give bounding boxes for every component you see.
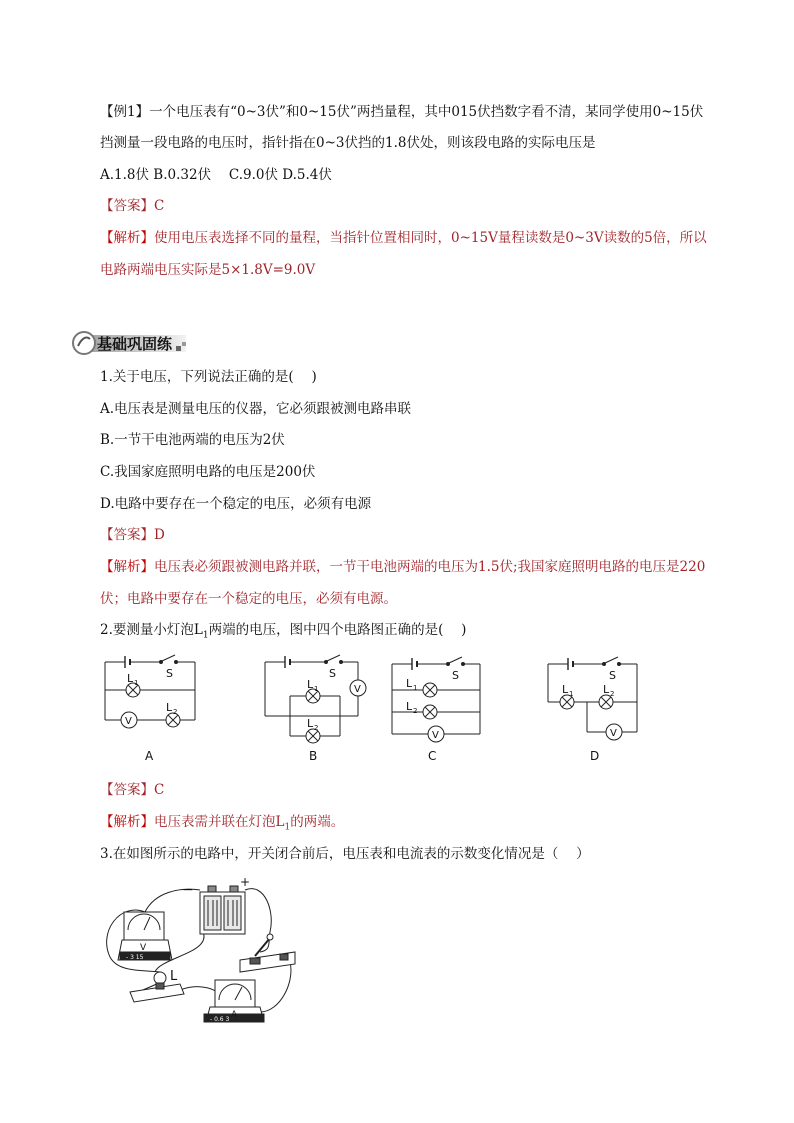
analysis-label: 【解析】 xyxy=(100,230,154,246)
q2-answer xyxy=(100,781,164,799)
lamp-label: L xyxy=(166,701,173,714)
answer-label: 【答案】 xyxy=(100,782,154,798)
lamp-sub: 1 xyxy=(134,679,139,687)
lamp-l2-icon xyxy=(423,705,437,719)
lamp-label: L xyxy=(307,717,314,730)
example-line-2: 挡测量一段电路的电压时，指针指在0~3伏挡的1.8伏处，则该段电路的实际电压是 xyxy=(100,135,596,151)
analysis-label: 【解析】 xyxy=(100,559,154,575)
lamp-sub: 2 xyxy=(413,707,418,715)
q2-stem-part-a: 2.要测量小灯泡L xyxy=(100,622,203,638)
diagram-label-b: B xyxy=(309,749,318,763)
q1-option-a: A.电压表是测量电压的仪器，它必须跟被测电路串联 xyxy=(100,401,412,417)
switch-label: S xyxy=(329,667,336,680)
q1-answer xyxy=(100,526,165,544)
example-line-1: 【例1】一个电压表有“0~3伏”和0~15伏”两挡量程，其中015伏挡数字看不清，某同学使用0~15伏 xyxy=(100,104,704,120)
lamp-label: L xyxy=(603,683,610,696)
voltmeter-label: V xyxy=(354,684,361,695)
plus-label: + xyxy=(240,875,251,889)
diagram-label-c: C xyxy=(428,749,437,763)
answer-label: 【答案】 xyxy=(100,527,154,543)
q2-analysis xyxy=(100,813,344,837)
section-banner xyxy=(72,330,192,356)
lamp-label: L xyxy=(127,672,134,685)
analysis-sub: 1 xyxy=(284,822,291,833)
circuit-diagrams xyxy=(0,650,794,790)
lamp-l1-icon xyxy=(423,683,437,697)
lamp-sub: 1 xyxy=(569,690,574,698)
analysis-text-b: 的两端。 xyxy=(290,814,345,830)
answer-value: C xyxy=(154,198,165,214)
q3-stem: 3.在如图所示的电路中，开关闭合前后，电压表和电流表的示数变化情况是（ ） xyxy=(100,846,590,862)
wire xyxy=(260,962,291,1012)
lamp-label: L xyxy=(307,678,314,691)
lamp-sub: 2 xyxy=(314,724,319,732)
answer-label: 【答案】 xyxy=(100,198,154,214)
voltmeter-text-label: V xyxy=(140,943,147,953)
q1-analysis-2: 伏；电路中要存在一个稳定的电压，必须有电源。 xyxy=(100,591,397,607)
q1-option-d: D.电路中要存在一个稳定的电压，必须有电源 xyxy=(100,496,372,512)
diagram-label-d: D xyxy=(590,749,600,763)
lamp-sub: 1 xyxy=(314,685,319,693)
voltmeter-label: V xyxy=(125,716,132,727)
q1-stem: 1.关于电压，下列说法正确的是( ) xyxy=(100,369,317,385)
lamp-label: L xyxy=(562,683,569,696)
analysis-text: 电压表必须跟被测电路并联，一节干电池两端的电压为1.5伏;我国家庭照明电路的电压是220 xyxy=(154,559,706,575)
lamp-label: L xyxy=(406,677,413,690)
diagram-label-a: A xyxy=(145,749,154,763)
example-options: A.1.8伏 B.0.32伏 C.9.0伏 D.5.4伏 xyxy=(100,167,332,183)
example-analysis-2: 电路两端电压实际是5×1.8V=9.0V xyxy=(100,262,316,278)
analysis-text: 使用电压表选择不同的量程，当指针位置相同时，0~15V量程读数是0~3V读数的5倍，所以 xyxy=(154,230,707,246)
lamp-text-label: L xyxy=(170,969,178,984)
q1-option-b: B.一节干电池两端的电压为2伏 xyxy=(100,432,285,448)
minus-label: − xyxy=(182,882,194,898)
lamp-sub: 2 xyxy=(610,690,615,698)
answer-value: D xyxy=(154,527,165,543)
example-answer xyxy=(100,197,164,215)
voltmeter-terminals: - 3 15 xyxy=(126,954,144,961)
example-analysis-1 xyxy=(100,229,707,247)
voltmeter-label: V xyxy=(432,730,439,741)
q2-stem-part-b: 两端的电压，图中四个电路图正确的是( ) xyxy=(208,622,467,638)
battery-icon xyxy=(200,886,245,934)
analysis-label: 【解析】 xyxy=(100,814,154,830)
switch-label: S xyxy=(452,669,459,682)
q2-stem xyxy=(100,621,466,645)
circuit-d xyxy=(548,657,637,740)
q2-stem-sub: 1 xyxy=(202,630,209,641)
ammeter-text-label: A xyxy=(231,1010,238,1020)
analysis-text-a: 电压表需并联在灯泡L xyxy=(154,814,285,830)
q1-analysis-1 xyxy=(100,558,705,576)
switch-label: S xyxy=(166,667,173,680)
banner-circle-icon xyxy=(73,332,95,354)
switch-label: S xyxy=(609,669,616,682)
voltmeter-label: V xyxy=(610,728,617,739)
circuit-a xyxy=(105,655,195,728)
switch-icon xyxy=(240,934,295,972)
lamp-sub: 1 xyxy=(413,684,418,692)
q1-option-c: C.我国家庭照明电路的电压是200伏 xyxy=(100,464,316,480)
ammeter-terminals: - 0.6 3 xyxy=(210,1016,230,1023)
answer-value: C xyxy=(154,782,165,798)
circuit-photo-diagram xyxy=(100,872,330,1032)
lamp-label: L xyxy=(406,700,413,713)
section-title: 基础巩固练 xyxy=(97,335,173,353)
wire xyxy=(180,987,220,997)
lamp-sub: 2 xyxy=(173,708,178,716)
